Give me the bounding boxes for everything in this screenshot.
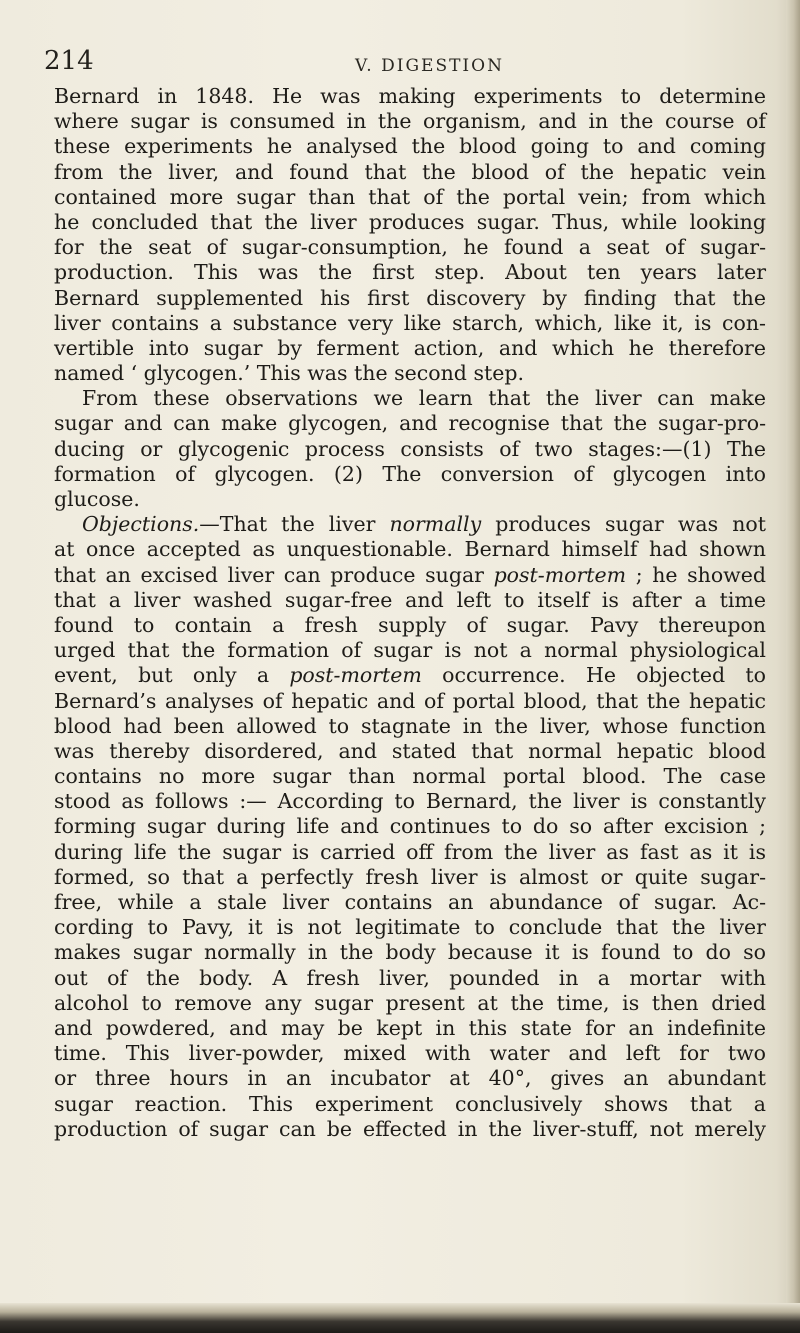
page-edge-shadow [786, 0, 800, 1333]
text-line: cording to Pavy, it is not legitimate to conclude that the liver [54, 915, 766, 940]
text-line: where sugar is consumed in the organism, and in the course of [54, 109, 766, 134]
page-number: 214 [44, 46, 94, 76]
text-line: stood as follows :— According to Bernard, the liver is constantly [54, 789, 766, 814]
text-line: formation of glycogen. (2) The conversion of glycogen into [54, 461, 766, 486]
italic-run: post-mortem [493, 562, 627, 587]
body-text [54, 84, 766, 1142]
page-bottom-shadow [0, 1303, 800, 1333]
text-line: at once accepted as unquestionable. Bernard himself had shown [54, 537, 766, 562]
text-line: production of sugar can be effected in the liver-stuff, not merely [54, 1116, 766, 1141]
text-line [54, 663, 766, 688]
text-line: was thereby disordered, and stated that normal hepatic blood [54, 738, 766, 763]
text-line: for the seat of sugar-consumption, he found a seat of sugar- [54, 235, 766, 260]
text-line: time. This liver-powder, mixed with water and left for two [54, 1041, 766, 1066]
text-line: From these observations we learn that the liver can make [82, 386, 766, 411]
text-line: glucose. [54, 487, 140, 511]
text-line: vertible into sugar by ferment action, and which he therefore [54, 335, 766, 360]
text-line: out of the body. A fresh liver, pounded in a mortar with [54, 965, 766, 990]
text-line: from the liver, and found that the blood of the hepatic vein [54, 159, 766, 184]
text-line: and powdered, and may be kept in this state for an indefinite [54, 1015, 766, 1040]
text-line: ducing or glycogenic process consists of two stages:—(1) The [54, 436, 766, 461]
text-line: Bernard supplemented his first discovery by finding that the [54, 285, 766, 310]
text-run: ; he showed [626, 562, 766, 587]
text-line: contained more sugar than that of the portal vein; from which [54, 184, 766, 209]
text-line: free, while a stale liver contains an abundance of sugar. Ac- [54, 890, 766, 914]
text-run: occurrence. He objected to [421, 663, 766, 688]
text-line: Bernard in 1848. He was making experiments to determine [54, 84, 766, 108]
text-line: makes sugar normally in the body because it is found to do so [54, 940, 766, 965]
text-line: sugar reaction. This experiment conclusively shows that a [54, 1091, 766, 1116]
text-line: liver contains a substance very like starch, which, like it, is con- [54, 310, 766, 335]
text-line: he concluded that the liver produces sugar. Thus, while looking [54, 209, 766, 234]
text-line: during life the sugar is carried off from the liver as fast as it is [54, 839, 766, 864]
text-line: blood had been allowed to stagnate in the liver, whose function [54, 713, 766, 738]
italic-run: post-mortem [289, 663, 422, 688]
text-line [54, 563, 766, 588]
text-run: —That the liver [199, 512, 390, 537]
running-head: V. DIGESTION [355, 56, 504, 76]
text-run: event, but only a [54, 663, 290, 688]
text-line: formed, so that a perfectly fresh liver is almost or quite sugar- [54, 864, 766, 889]
text-run: that an excised liver can produce sugar [54, 562, 494, 587]
text-run: produces sugar was not [481, 512, 766, 537]
text-line [54, 512, 766, 537]
italic-run: normally [389, 512, 482, 537]
text-line: urged that the formation of sugar is not a normal physiological [54, 638, 766, 663]
text-line: sugar and can make glycogen, and recognise that the sugar-pro- [54, 411, 766, 436]
text-line: production. This was the first step. About ten years later [54, 260, 766, 285]
text-line: named ‘ glycogen.’ This was the second step. [54, 361, 524, 386]
text-line: these experiments he analysed the blood going to and coming [54, 134, 766, 159]
text-line: or three hours in an incubator at 40°, gives an abundant [54, 1066, 766, 1091]
italic-heading: Objections. [82, 512, 200, 537]
text-line: Bernard’s analyses of hepatic and of portal blood, that the hepatic [54, 688, 766, 713]
text-line: forming sugar during life and continues to do so after excision ; [54, 814, 766, 839]
text-line: contains no more sugar than normal portal blood. The case [54, 764, 766, 789]
text-line: found to contain a fresh supply of sugar. Pavy thereupon [54, 612, 766, 637]
text-line: that a liver washed sugar-free and left to itself is after a time [54, 587, 766, 612]
text-line: alcohol to remove any sugar present at the time, is then dried [54, 990, 766, 1015]
